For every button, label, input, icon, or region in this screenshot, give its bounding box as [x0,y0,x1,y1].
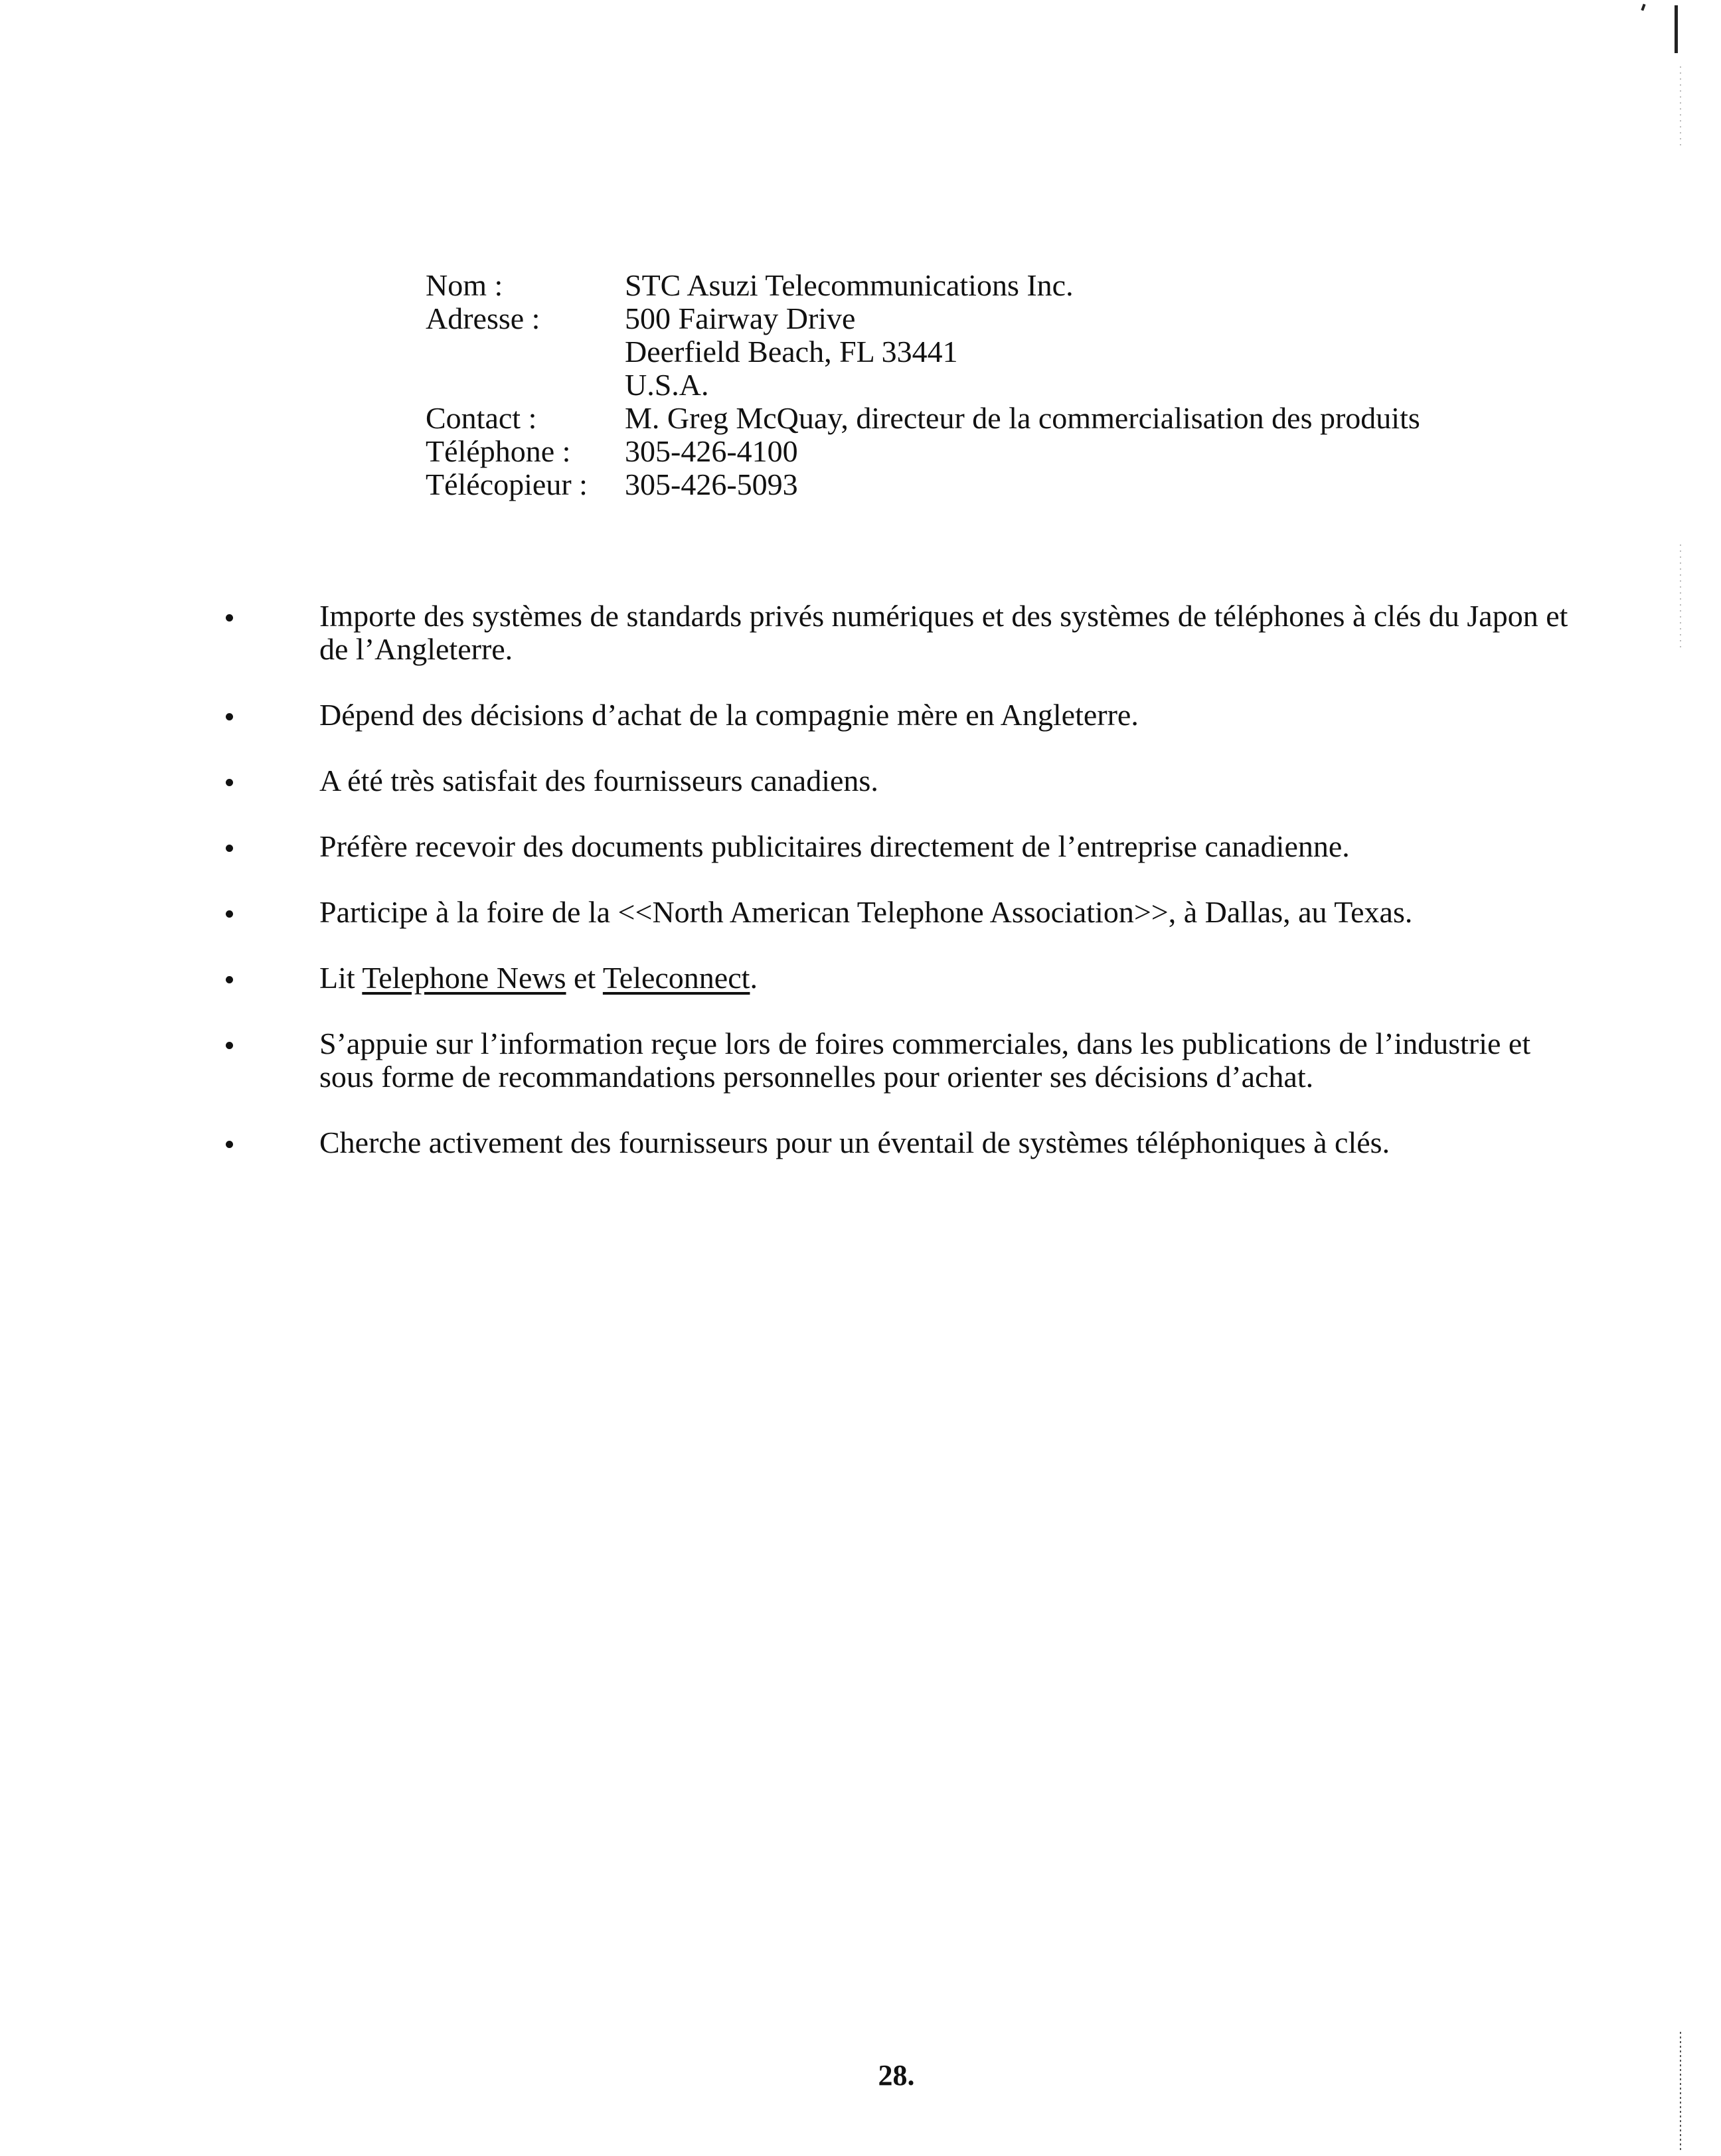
contact-label [426,369,625,402]
text-connector: et [566,961,603,995]
contact-row-phone [426,435,1420,468]
bullet-icon [226,1141,233,1148]
page-number: 28. [878,2059,915,2092]
list-item [226,896,1587,929]
contact-value: 305-426-5093 [625,467,798,501]
list-item-text: Participe à la foire de la <<North American Telephone Association>>, à Dallas, au Texas. [319,895,1413,929]
text-prefix: Lit [319,961,363,995]
contact-label [426,335,625,369]
list-item [226,961,1587,995]
list-item-text: S’appuie sur l’information reçue lors de foires commerciales, dans les publications de l’industrie et sous forme de recommandations personnelles pour orienter ses décisions d’achat. [319,1027,1531,1094]
scan-corner-mark [1641,4,1645,11]
contact-value: U.S.A. [625,368,709,402]
bullet-icon [226,976,233,983]
list-item [226,600,1587,666]
contact-label: Télécopieur : [426,467,588,501]
scan-edge-dots [1680,544,1681,651]
contact-label: Adresse : [426,301,540,335]
contact-value: 305-426-4100 [625,434,798,468]
list-item-text: Cherche activement des fournisseurs pour un éventail de systèmes téléphoniques à clés. [319,1125,1390,1159]
list-item [226,764,1587,797]
contact-block [426,269,1420,501]
contact-row-fax [426,468,1420,501]
bullet-icon [226,1042,233,1049]
list-item-text: A été très satisfait des fournisseurs canadiens. [319,764,878,797]
contact-value: STC Asuzi Telecommunications Inc. [625,268,1074,302]
contact-label: Contact : [426,401,537,435]
list-item [226,1126,1587,1159]
bullet-icon [226,713,233,720]
list-item [226,830,1587,863]
list-item-text: Préfère recevoir des documents publicitaires directement de l’entreprise canadienne. [319,829,1350,863]
bullet-list [226,600,1587,1192]
publication-title: Telephone News [362,961,566,995]
scan-edge-dots [1680,66,1681,146]
list-item [226,1027,1587,1094]
bullet-icon [226,845,233,852]
contact-value: Deerfield Beach, FL 33441 [625,335,958,369]
contact-label: Nom : [426,268,503,302]
contact-label: Téléphone : [426,434,571,468]
list-item-text [319,961,758,995]
contact-row-address [426,302,1420,335]
contact-value: 500 Fairway Drive [625,301,856,335]
contact-row-address-country [426,369,1420,402]
list-item-text: Importe des systèmes de standards privés numériques et des systèmes de téléphones à clés du Japon et de l’Angleterre. [319,599,1568,666]
contact-row-contact [426,402,1420,435]
scan-edge-mark [1675,5,1678,53]
text-suffix: . [750,961,758,995]
bullet-icon [226,910,233,918]
publication-title: Teleconnect [602,961,750,995]
contact-row-address-city [426,335,1420,369]
bullet-icon [226,614,233,622]
bullet-icon [226,779,233,786]
contact-value: M. Greg McQuay, directeur de la commercialisation des produits [625,401,1420,435]
contact-row-name [426,269,1420,302]
list-item [226,699,1587,732]
list-item-text: Dépend des décisions d’achat de la compagnie mère en Angleterre. [319,698,1139,732]
